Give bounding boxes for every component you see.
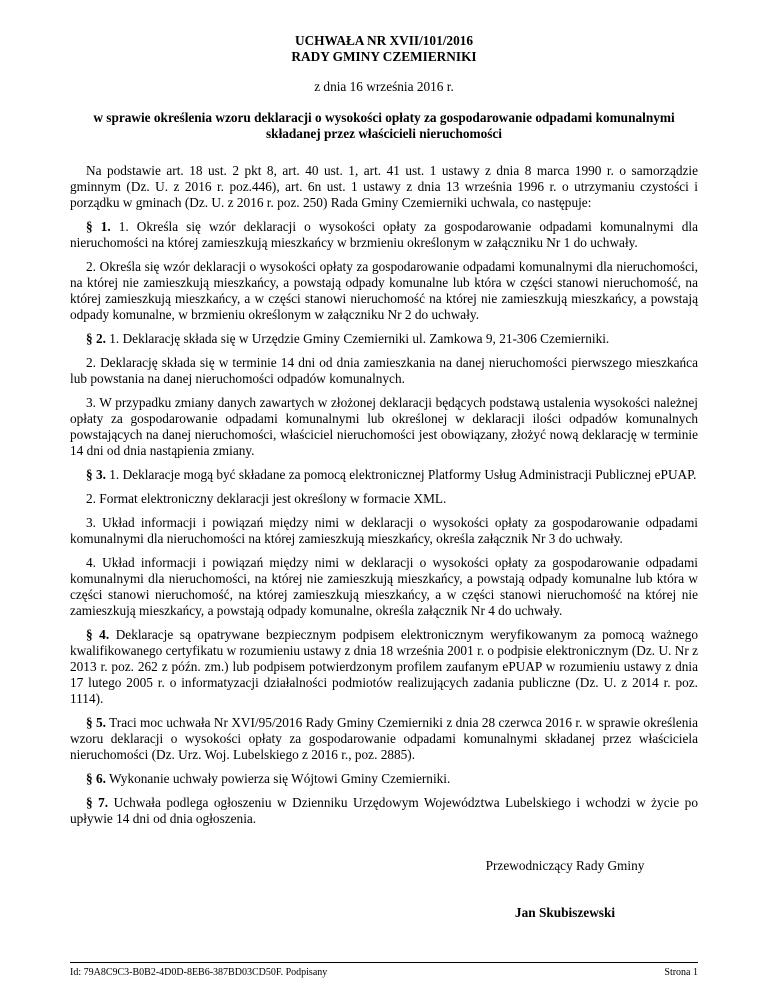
council-name: RADY GMINY CZEMIERNIKI xyxy=(291,49,477,64)
signatory-role: Przewodniczący Rady Gminy xyxy=(485,858,645,873)
resolution-date: z dnia 16 września 2016 r. xyxy=(314,79,454,94)
paragraph-text: 1. Deklaracje mogą być składane za pomocą elektronicznej Platformy Usług Administracji Publicznej ePUAP. xyxy=(109,467,697,482)
paragraph-s3-4: 4. Układ informacji i powiązań między nimi w deklaracji o wysokości opłaty za gospodarowanie odpadami komunalnymi dla nieruchomości, na której nie zamieszkują mieszkańcy, a powstają odpady komunalne lub która w części stanowi nieruchomość, na której zamieszkują mieszkańcy, a w części stanowi nieruchomość na której nie zamieszkują mieszkańcy, a powstają odpady komunalne, określa załącznik Nr 4 do uchwały. xyxy=(70,555,698,618)
paragraph-s2-2: 2. Deklarację składa się w terminie 14 dni od dnia zamieszkania na danej nieruchomości pierwszego mieszkańca lub powstania na danej nieruchomości odpadów komunalnych. xyxy=(70,355,698,386)
paragraph-s2-1 xyxy=(70,331,698,347)
paragraph-text: 1. Deklarację składa się w Urzędzie Gminy Czemierniki ul. Zamkowa 9, 21-306 Czemierniki. xyxy=(109,331,610,346)
page-number: Strona 1 xyxy=(664,967,698,978)
paragraph-s4 xyxy=(70,627,698,707)
paragraph-s3-3: 3. Układ informacji i powiązań między nimi w deklaracji o wysokości opłaty za gospodarowanie odpadami komunalnymi dla nieruchomości na której zamieszkują mieszkańcy, określa załącznik Nr 3 do uchwały. xyxy=(70,515,698,546)
paragraph-s3-1 xyxy=(70,467,698,483)
resolution-body xyxy=(70,163,698,835)
paragraph-s3-2: 2. Format elektroniczny deklaracji jest określony w formacie XML. xyxy=(86,491,447,506)
section-label: § 3. xyxy=(86,467,106,482)
section-label: § 1. xyxy=(86,219,111,234)
section-label: § 5. xyxy=(86,715,106,730)
section-label: § 2. xyxy=(86,331,106,346)
paragraph-s6 xyxy=(70,771,698,787)
section-label: § 6. xyxy=(86,771,106,786)
resolution-subject: w sprawie określenia wzoru deklaracji o wysokości opłaty za gospodarowanie odpadami komunalnymi składanej przez właścicieli nieruchomości xyxy=(93,110,675,141)
document-id: Id: 79A8C9C3-B0B2-4D0D-8EB6-387BD03CD50F. Podpisany xyxy=(70,967,328,978)
paragraph-text: Uchwała podlega ogłoszeniu w Dzienniku Urzędowym Województwa Lubelskiego i wchodzi w życie po upływie 14 dni od dnia ogłoszenia. xyxy=(70,795,698,826)
paragraph-s1-2: 2. Określa się wzór deklaracji o wysokości opłaty za gospodarowanie odpadami komunalnymi dla nieruchomości, na której nie zamieszkują mieszkańcy, a powstają odpady komunalne lub która w części stanowi nieruchomość, na której zamieszkują mieszkańcy, a w części stanowi nieruchomość na której nie zamieszkują mieszkańcy, a powstają odpady komunalne, w brzmieniu określonym w załączniku Nr 2 do uchwały. xyxy=(70,259,698,322)
paragraph-text: 1. Określa się wzór deklaracji o wysokości opłaty za gospodarowanie odpadami komunalnymi dla nieruchomości na której zamieszkują mieszkańcy w brzmieniu określonym w załączniku Nr 1 do uchwały. xyxy=(70,219,699,250)
paragraph-s1-1 xyxy=(70,219,698,251)
paragraph-text: Deklaracje są opatrywane bezpiecznym podpisem elektronicznym weryfikowanym za pomocą ważnego kwalifikowanego certyfikatu w rozumieniu ustawy z dnia 18 września 2001 r. o podpisie elektronicznym (Dz. U. Nr z 2013 r. poz. 262 z późn. zm.) lub podpisem potwierdzonym profilem zaufanym ePUAP w rozumieniu ustawy z dnia 17 lutego 2005 r. o informatyzacji działalności podmiotów realizujących zadania publiczne (Dz. U. z 2014 r. poz. 1114). xyxy=(70,627,699,706)
paragraph-text: Traci moc uchwała Nr XVI/95/2016 Rady Gminy Czemierniki z dnia 28 czerwca 2016 r. w sprawie określenia wzoru deklaracji o wysokości opłaty za gospodarowanie odpadami komunalnymi składanej przez właściciela nieruchomości (Dz. Urz. Woj. Lubelskiego z 2016 r., poz. 2885). xyxy=(70,715,698,762)
section-label: § 4. xyxy=(86,627,110,642)
paragraph-text: Wykonanie uchwały powierza się Wójtowi Gminy Czemierniki. xyxy=(109,771,451,786)
signatory-name: Jan Skubiszewski xyxy=(514,905,616,920)
paragraph-s7 xyxy=(70,795,698,827)
paragraph-s5 xyxy=(70,715,698,763)
paragraph-s2-3: 3. W przypadku zmiany danych zawartych w złożonej deklaracji będących podstawą ustalenia wysokości należnej opłaty za gospodarowanie odpadami komunalnymi lub określonej w deklaracji ilości odpadów komunalnych powstających na danej nieruchomości, właściciel nieruchomości jest obowiązany, złożyć nową deklarację w terminie 14 dni od dnia nastąpienia zmiany. xyxy=(70,395,698,458)
section-label: § 7. xyxy=(86,795,109,810)
footer-divider xyxy=(70,962,698,963)
preamble: Na podstawie art. 18 ust. 2 pkt 8, art. 40 ust. 1, art. 41 ust. 1 ustawy z dnia 8 marca 1990 r. o samorządzie gminnym (Dz. U. z 2016 r. poz.446), art. 6n ust. 1 ustawy z dnia 13 września 1996 r. o utrzymaniu czystości i porządku w gminach (Dz. U. z 2016 r. poz. 250) Rada Gminy Czemierniki uchwala, co następuje: xyxy=(70,163,698,210)
resolution-number: UCHWAŁA NR XVII/101/2016 xyxy=(294,33,474,48)
